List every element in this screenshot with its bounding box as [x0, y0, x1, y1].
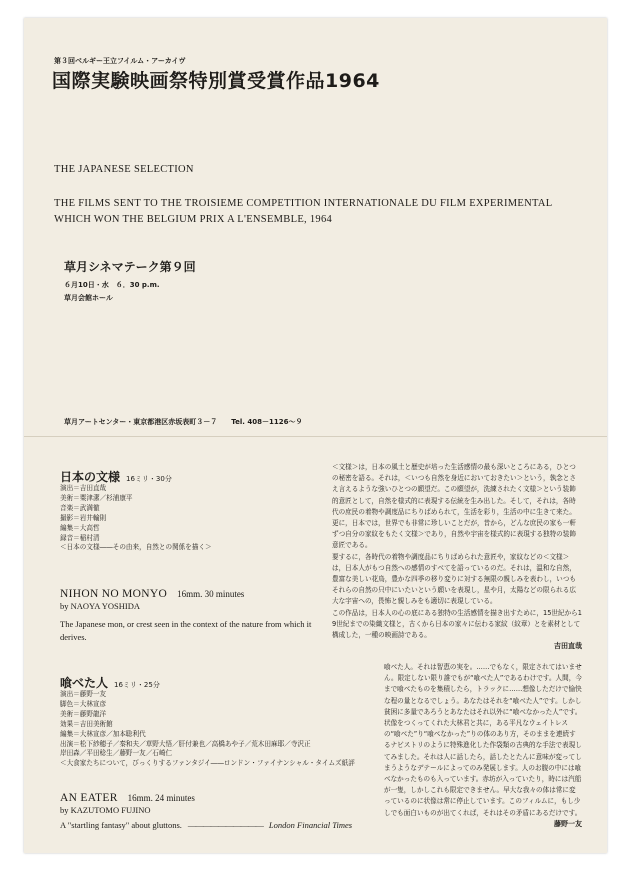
credit-line: 音楽＝武満徹	[60, 503, 100, 512]
film-1-en-director: by NAOYA YOSHIDA	[60, 601, 140, 611]
english-subtitle-line-2: WHICH WON THE BELGIUM PRIX A L'ENSEMBLE, 1964	[54, 214, 333, 225]
film-2-en-director: by KAZUTOMO FUJINO	[60, 805, 151, 815]
credit-line: 岸田森／平田稔生／藤野一友／石崎仁	[60, 749, 173, 758]
film-2-en-title: AN EATER	[60, 792, 118, 804]
film-2-en-duration: 16mm. 24 minutes	[127, 793, 195, 803]
film-1-jp-title: 日本の文様	[60, 470, 121, 484]
film-1-essay-signature: 吉田直哉	[554, 642, 582, 651]
flyer-sheet	[24, 18, 607, 853]
essay-paragraph: 喰べた人。それは智恵の実を。……でもなく，限定されてはいません。限定しない限り誰でもが“喰べた人”であるわけです。人間，今まで喰べたものを集積したら，トラックに……想像しただけで愉快な程の量となるでしょう。あなたはそれを“喰べた人”です。しかし貧困に多量であろうとあなたはそれ以外に“喰べなかった人”です。状像をつくってくれた大林君と共に，ある平凡なウェイトレスの“喰べた”り“喰べなかった”りの体のあり方，そのままを連続するナビストリのように特殊進化した作袋類の古典的な手法で表現してみました。それは人に話したら，話したとたんに意味が変ってしまうようなデテールによってのみ発展します。人のお腹の中には喰べなかったものも入っています。赤坊が入っていたり，時には汽船が一隻，しかしこれも限定できません。早大な我々の体は常に変っているのに状像は常に停止しています。このフィルムに，もし少しでも面白いものが出てくれば，それはその矛盾にあるだけです。	[384, 663, 582, 817]
film-2-quote-text: A "startling fantasy" about gluttons.	[60, 820, 182, 830]
event-title: 草月シネマテーク第９回	[64, 260, 196, 274]
film-1-credits	[60, 484, 212, 553]
credit-line: ＜日本の文様――その由来，自然との関係を描く＞	[60, 543, 212, 552]
film-1-en-description: The Japanese mon, or crest seen in the context of the nature from which it derives.	[60, 619, 312, 642]
film-2-quote-source: London Financial Times	[268, 820, 353, 830]
credit-line: 美術＝藤野龍洋	[60, 709, 107, 718]
credit-line: ＜大食家たちについて，びっくりするファンタジイ――ロンドン・ファイナンシャル・タイムズ紙評	[60, 759, 355, 768]
film-1-en-title: NIHON NO MONYO	[60, 588, 168, 600]
event-date: ６月10日・水 ６．30 p.m.	[64, 281, 160, 289]
english-subtitle-line-1: THE FILMS SENT TO THE TROISIEME COMPETITION INTERNATIONALE DU FILM EXPERIMENTAL	[54, 198, 553, 209]
film-2-en-heading	[60, 788, 195, 806]
fold-line	[24, 436, 607, 437]
quote-dash: ――――――――――	[187, 820, 263, 830]
organizer-address: 草月アートセンター・東京都港区赤坂表町３－７ Tel. 408－1126～９	[64, 418, 303, 426]
film-1-jp-heading	[60, 466, 172, 485]
credit-line: 効果＝吉田美術館	[60, 719, 113, 728]
film-1-jp-duration: 16ミリ・30分	[126, 475, 172, 483]
credit-line: 編集＝大高哲	[60, 523, 100, 532]
essay-paragraph: 要するに，各時代の着物や調度品にちりばめられた意匠や，家紋などの＜文様＞は，日本人がもつ自然への感情のすべてを語っているのだ。それは，温和な自然，豊富な美しい花鳥，豊かな四季の移り変りに対する無限の親しみを表わし，いつもそれらの自然の只中にいたいという願いを表現し，星や月，太陽などの限られる広大な宇宙への，畏怖と親しみをも適切に表現している。	[332, 552, 576, 606]
essay-paragraph: この作品は，日本人の心の底にある独特の生活感情を描き出すために，15世紀から19世紀までの染織文様と，古くから日本の家々に伝わる家紋（紋章）とを素材として構成した，一種の映画詩である。	[332, 608, 582, 640]
credit-line: 撮影＝岩井輸則	[60, 513, 107, 522]
film-1-en-heading	[60, 584, 244, 602]
film-2-jp-title: 喰べた人	[60, 676, 109, 690]
film-2-jp-heading	[60, 672, 160, 691]
credit-line: 出演＝松下紗穂子／秦和夫／草野大悟／肝付兼也／高橋あや子／荒木田麻耶／寺沢正	[60, 739, 311, 748]
film-2-essay-signature: 藤野一友	[554, 819, 582, 828]
credit-line: 演出＝吉田直哉	[60, 484, 107, 492]
film-2-credits	[60, 690, 355, 769]
credit-line: 演出＝藤野一友	[60, 690, 107, 698]
film-1-essay	[332, 462, 582, 652]
film-2-jp-duration: 16ミリ・25分	[114, 681, 160, 689]
festival-kicker: 第３回ベルギー王立フイルム・アーカイヴ	[54, 57, 186, 65]
credit-line: 録音＝稲村清	[60, 533, 100, 542]
credit-line: 脚色＝大林宣彦	[60, 699, 107, 708]
event-venue: 草月会館ホール	[64, 294, 113, 302]
page-title: 国際実験映画祭特別賞受賞作品1964	[52, 70, 380, 92]
credit-line: 美術＝粟津潔／杉浦康平	[60, 493, 133, 502]
film-2-essay	[384, 662, 582, 830]
selection-heading: THE JAPANESE SELECTION	[54, 164, 194, 175]
credit-line: 編集＝大林宣彦／加本聡利代	[60, 729, 146, 738]
film-2-en-quote	[60, 820, 352, 830]
film-1-en-duration: 16mm. 30 minutes	[177, 589, 245, 599]
essay-paragraph: ＜文様＞は，日本の風土と歴史が培った生活感情の最も深いところにある，ひとつの秘密を語る。それは，＜いつも自然を身近においておきたい＞という，執念とさえ言えるような強いひとつの願望だ。この願望が，洗練されたく文様＞という装飾的意匠として，自然を様式的に表現する伝統を生み出した。そして，それは，各時代の庶民の着物や調度品にちりばめられて，生活を彩り，生活の中に生きて来た。更に，日本では，世界でも非常に珍しいことだが，昔から，どんな庶民の家も一軒ずつ自分の家紋をもたく文様＞であり，自然や宇宙を様式的に表現する独特の装飾意匠である。	[332, 463, 576, 550]
